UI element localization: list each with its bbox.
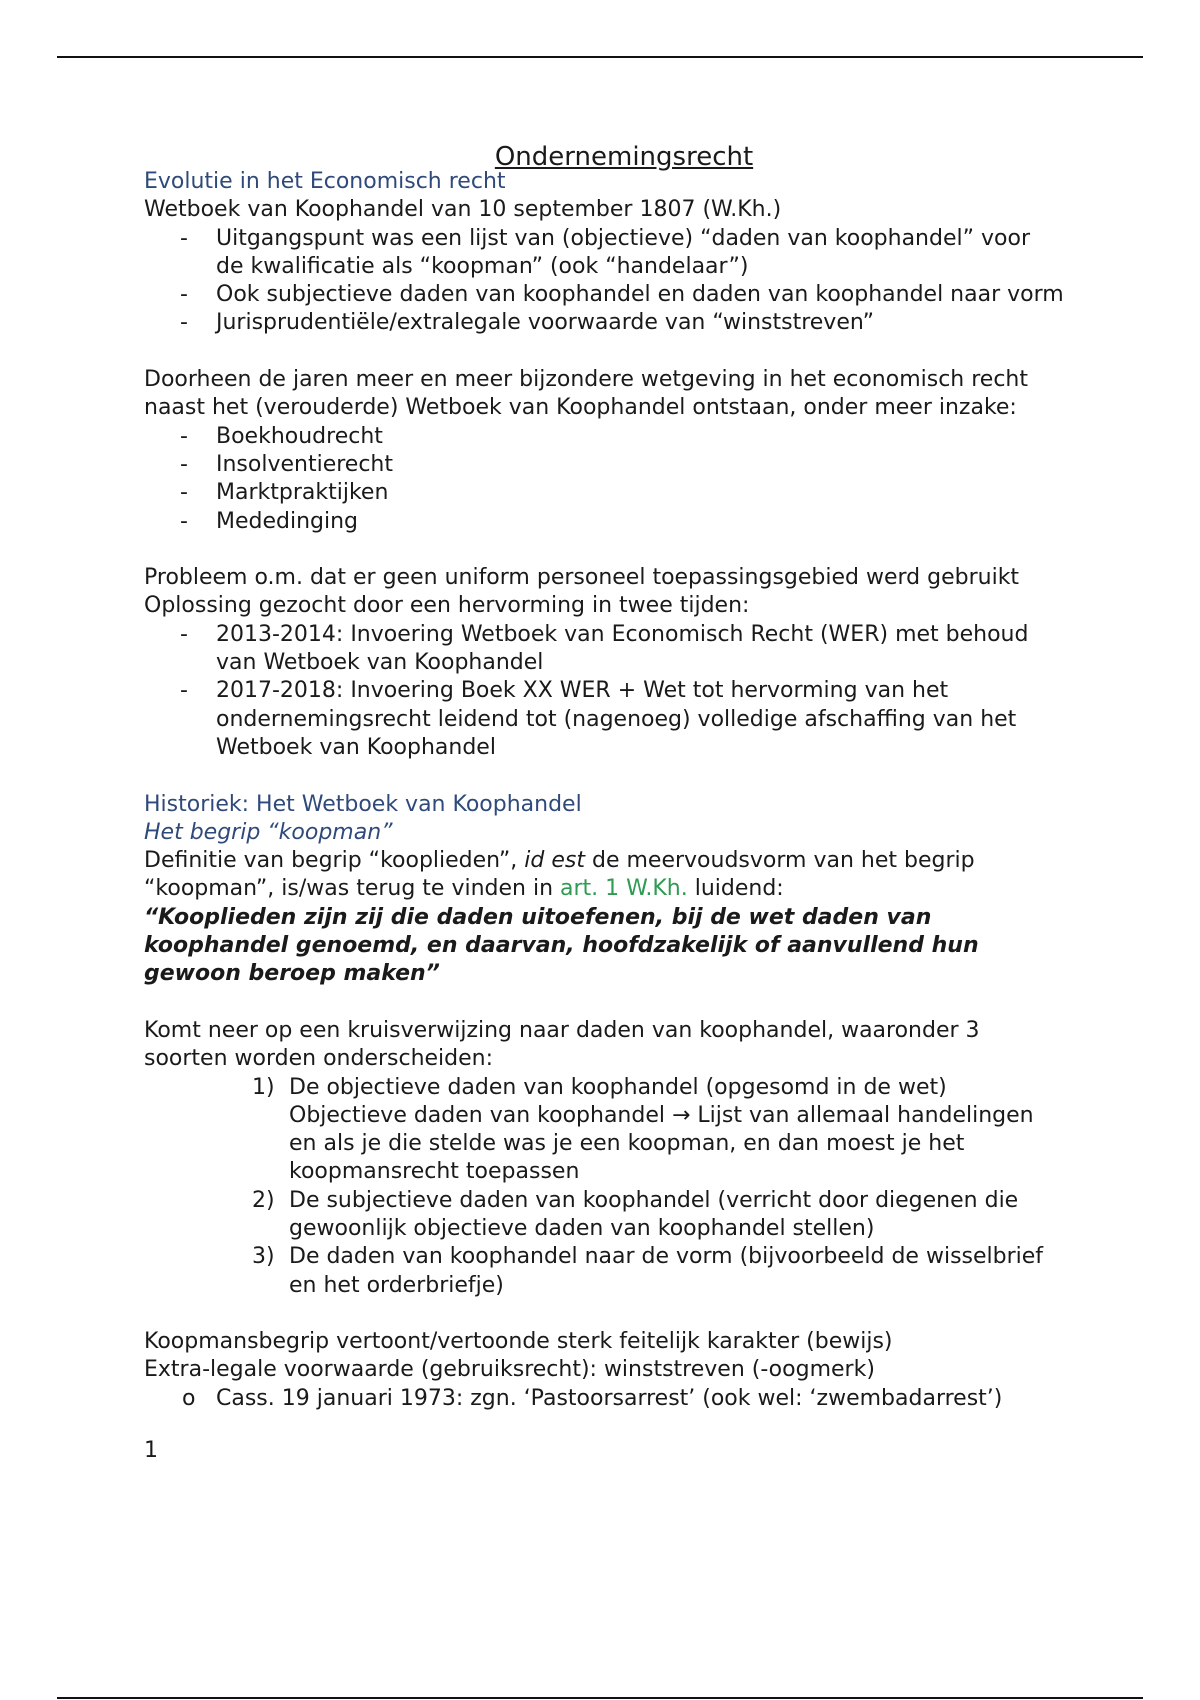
- section-heading-historiek: Historiek: Het Wetboek van Koophandel: [144, 791, 582, 817]
- paragraph-probleem: Probleem o.m. dat er geen uniform personeel toepassingsgebied werd gebruikt: [144, 565, 1020, 591]
- page-number: 1: [144, 1438, 158, 1464]
- list-item: - Jurisprudentiële/extralegale voorwaarde van “winststreven”: [144, 309, 1064, 337]
- paragraph-intro: Wetboek van Koophandel van 10 september 1807 (W.Kh.): [144, 197, 782, 223]
- list-item: - Mededinging: [144, 508, 1064, 536]
- o-bullet-list: [144, 1385, 1064, 1413]
- numbered-item: 3) De daden van koophandel naar de vorm (bijvoorbeeld de wisselbrief en het orderbriefje): [252, 1244, 1044, 1298]
- list-item: - 2017-2018: Invoering Boek XX WER + Wet tot hervorming van het ondernemingsrecht leidend tot (nagenoeg) volledige afschaffing van het Wetboek van Koophandel: [144, 677, 1064, 762]
- paragraph-oplossing: Oplossing gezocht door een hervorming in twee tijden:: [144, 593, 750, 619]
- paragraph-koopmansbegrip: Koopmansbegrip vertoont/vertoonde sterk feitelijk karakter (bewijs): [144, 1329, 893, 1355]
- document-page: [144, 140, 1064, 1465]
- paragraph-definitie: Definitie van begrip “kooplieden”, id est de meervoudsvorm van het begrip “koopman”, is/was terug te vinden in art. 1 W.Kh. luidend:: [144, 848, 975, 902]
- subheading-koopman: Het begrip “koopman”: [144, 819, 393, 845]
- article-reference-link[interactable]: art. 1 W.Kh.: [560, 876, 688, 902]
- quote-art1: “Kooplieden zijn zij die daden uitoefenen, bij de wet daden van koophandel genoemd, en daarvan, hoofdzakelijk of aanvullend hun gewoon beroep maken”: [144, 904, 979, 987]
- list-item: - Boekhoudrecht: [144, 423, 1064, 451]
- list-item: - 2013-2014: Invoering Wetboek van Economisch Recht (WER) met behoud van Wetboek van Koophandel: [144, 621, 1064, 678]
- paragraph-kruisverwijzing: Komt neer op een kruisverwijzing naar daden van koophandel, waaronder 3 soorten worden onderscheiden:: [144, 1017, 980, 1072]
- section-heading-evolutie: Evolutie in het Economisch recht: [144, 169, 506, 194]
- list-item: - Ook subjectieve daden van koophandel en daden van koophandel naar vorm: [144, 281, 1064, 309]
- paragraph-bijzondere-wetgeving: Doorheen de jaren meer en meer bijzondere wetgeving in het economisch recht naast het (verouderde) Wetboek van Koophandel ontstaan, onder meer inzake:: [144, 367, 1028, 421]
- bottom-rule: [57, 1697, 1143, 1699]
- list-item: - Marktpraktijken: [144, 479, 1064, 507]
- list-item: - Insolventierecht: [144, 451, 1064, 479]
- dash-list-1: [144, 225, 1064, 338]
- dash-list-3: [144, 621, 1064, 762]
- numbered-list: [144, 1074, 1064, 1300]
- paragraph-extra-legale: Extra-legale voorwaarde (gebruiksrecht): winststreven (-oogmerk): [144, 1357, 875, 1383]
- page-title: Ondernemingsrecht: [494, 142, 754, 172]
- list-item: - Uitgangspunt was een lijst van (objectieve) “daden van koophandel” voor de kwalificatie als “koopman” (ook “handelaar”): [144, 225, 1064, 282]
- numbered-item: 1) De objectieve daden van koophandel (opgesomd in de wet) Objectieve daden van koophandel → Lijst van allemaal handelingen en als je die stelde was je een koopman, en dan moest je het koopmansrecht toepassen: [252, 1074, 1034, 1185]
- dash-list-2: [144, 423, 1064, 536]
- top-rule: [57, 56, 1143, 58]
- list-item: o Cass. 19 januari 1973: zgn. ‘Pastoorsarrest’ (ook wel: ‘zwembadarrest’): [144, 1385, 1064, 1413]
- numbered-item: 2) De subjectieve daden van koophandel (verricht door diegenen die gewoonlijk objectieve daden van koophandel stellen): [252, 1187, 1019, 1241]
